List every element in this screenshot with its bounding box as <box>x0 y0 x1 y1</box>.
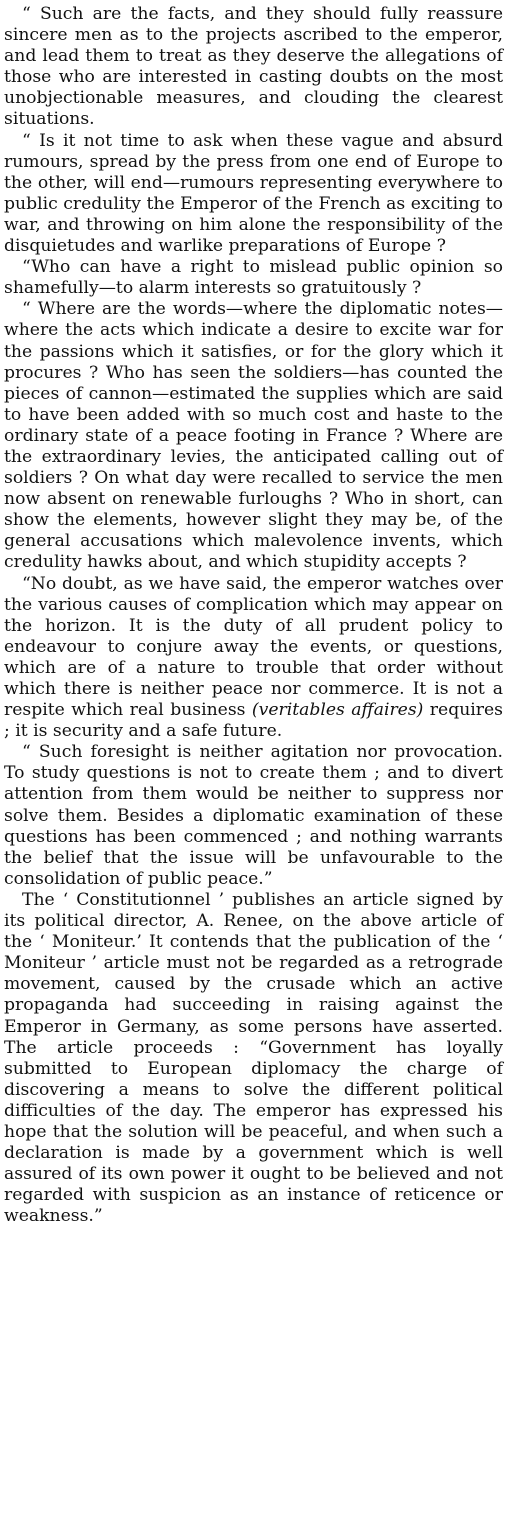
paragraph-emperor-watches-text: “No doubt, as we have said, the emperor watches over the various causes of complication which may appear on the horizon. It is the duty of all prudent policy to endeavour to conjure away the events, or questions, which are of a nature to trouble that order without which there is neither peace nor commerce. It is not a respite which real business <box>4 573 503 721</box>
paragraph-foresight: “ Such foresight is neither agitation nor provocation. To study questions is not to create them ; and to divert attention from them would be neither to suppress nor solve them. Besides a diplomatic examination of these questions has been commenced ; and nothing warrants the belief that the issue will be unfavourable to the consolidation of public peace.” <box>4 742 503 889</box>
italic-phrase: (veritables affaires) <box>251 700 424 721</box>
paragraph-diplomatic-notes: “ Where are the words—where the diplomatic notes—where the acts which indicate a desire to excite war for the passions which it satisfies, or for the glory which it procures ? Who has seen the soldiers—has counted the pieces of cannon—estimated the supplies which are said to have been added with so much cost and haste to the ordinary state of a peace footing in France ? Where are the extraordinary levies, the anticipated calling out of soldiers ? On what day were recalled to service the men now absent on renewable furloughs ? Who in short, can show the elements, however slight they may be, of the general accusations which malevolence invents, which credulity hawks about, and which stupidity accepts ? <box>4 299 503 573</box>
paragraph-facts: “ Such are the facts, and they should fully reassure sincere men as to the projects ascribed to the emperor, and lead them to treat as they deserve the allegations of those who are interested in casting doubts on the most unobjectionable measures, and clouding the clearest situations. <box>4 4 503 130</box>
paragraph-emperor-watches-tail: requires ; it is security and a safe future. <box>4 700 503 742</box>
paragraph-emperor-watches <box>4 574 503 743</box>
paragraph-constitutionnel: The ‘ Constitutionnel ’ publishes an article signed by its political director, A. Renee, on the above article of the ‘ Moniteur.’ It contends that the publication of the ‘ Moniteur ’ article must not be regarded as a retrograde movement, caused by the crusade which an active propaganda had succeeding in raising against the Emperor in Germany, as some persons have asserted. The article proceeds : “Government has loyally submitted to European diplomacy the charge of discovering a means to solve the different political difficulties of the day. The emperor has expressed his hope that the solution will be peaceful, and when such a declaration is made by a government which is well assured of its own power it ought to be believed and not regarded with suspicion as an instance of reticence or weakness.” <box>4 889 503 1227</box>
paragraph-mislead-opinion: “Who can have a right to mislead public opinion so shamefully—to alarm interests so gratuitously ? <box>4 257 503 299</box>
paragraph-vague-rumours: “ Is it not time to ask when these vague and absurd rumours, spread by the press from one end of Europe to the other, will end—rumours representing everywhere to public credulity the Emperor of the French as exciting to war, and throwing on him alone the responsibility of the disquietudes and warlike preparations of Europe ? <box>4 130 503 257</box>
